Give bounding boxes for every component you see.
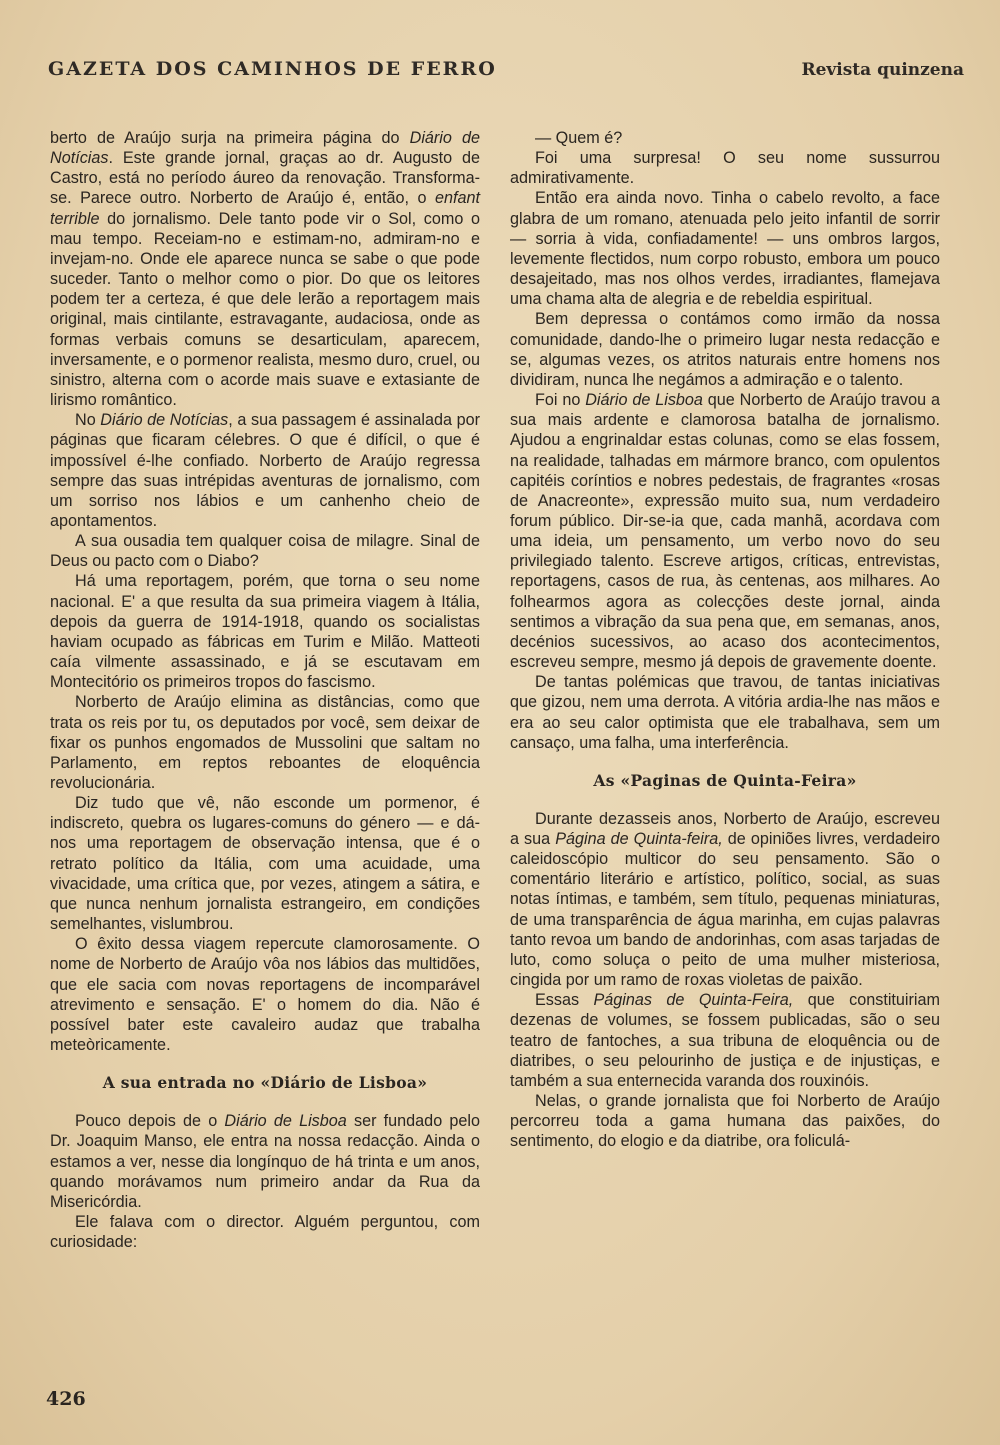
paragraph: Foi no Diário de Lisboa que Norberto de Araújo travou a sua mais ardente e clamorosa batalha de jornalismo. Ajudou a engrinaldar estas colunas, como se elas fossem, na realidade, talhadas em mármore branco, com opulentos capitéis coríntios e nobres pedestais, de fragrantes «rosas de Anacreonte», expressão muito sua, num verdadeiro forum público. Dir-se-ia que, cada manhã, acordava com uma ideia, um pensamento, um verbo novo do seu privilegiado talento. Escreve artigos, críticas, entrevistas, reportagens, casos de rua, às centenas, aos milhares. Ao folhearmos agora as colecções deste jornal, ainda sentimos a vibração da sua pena que, em semanas, anos, decénios sucessivos, ao acaso dos acontecimentos, escreveu sempre, mesmo já depois de gravemente doente. xyxy=(510,391,940,672)
running-header xyxy=(48,58,964,88)
paragraph: Bem depressa o contámos como irmão da nossa comunidade, dando-lhe o primeiro lugar nesta redacção e se, algumas vezes, os atritos naturais entre homens nos dividiram, nunca lhe negámos a admiração e o talento. xyxy=(510,310,940,389)
right-column xyxy=(510,128,940,1152)
paragraph: No Diário de Notícias, a sua passagem é assinalada por páginas que ficaram célebres. O que é difícil, o que é impossível é-lhe confiado. Norberto de Araújo regressa sempre das suas intrépidas aventuras de jornalismo, com um sorriso nos lábios e um canhenho cheio de apontamentos. xyxy=(50,411,480,530)
section-heading: A sua entrada no «Diário de Lisboa» xyxy=(102,1073,428,1093)
paragraph: Durante dezasseis anos, Norberto de Araújo, escreveu a sua Página de Quinta-feira, de opiniões livres, verdadeiro caleidoscópio multicor do seu pensamento. São o comentário literário e artístico, político, social, as suas notas íntimas, e também, sem título, pequenas miniaturas, de uma transparência de água marinha, em cujas palavras tanto revoa um bando de andorinhas, com asas tarjadas de luto, como soluça o peito de uma mulher misteriosa, cingida por um ramo de roxas violetas de paixão. xyxy=(510,809,940,990)
paragraph: De tantas polémicas que travou, de tantas iniciativas que gizou, nem uma derrota. A vitória ardia-lhe nas mãos e era ao seu calor optimista que ele trabalhava, sem um cansaço, uma falha, uma interferência. xyxy=(510,673,940,752)
section-heading: As «Paginas de Quinta-Feira» xyxy=(593,770,857,790)
paragraph: — Quem é? xyxy=(535,129,623,147)
paragraph: Norberto de Araújo elimina as distâncias, como que trata os reis por tu, os deputados por você, sem deixar de fixar os punhos engomados de Mussolini que saltam no Parlamento, em reptos reboantes de eloquência revolucionária. xyxy=(50,693,480,792)
paragraph: Há uma reportagem, porém, que torna o seu nome nacional. E' a que resulta da sua primeira viagem à Itália, depois da guerra de 1914-1918, quando os socialistas haviam ocupado as fábricas em Turim e Milão. Matteoti caía vilmente assassinado, e já se escutavam em Montecitório os primeiros tropos do fascismo. xyxy=(50,572,480,692)
paragraph: Diz tudo que vê, não esconde um pormenor, é indiscreto, quebra os lugares-comuns do género — e dá-nos uma reportagem de observação intensa, que é o retrato político da Itália, com uma acuidade, uma vivacidade, uma crítica que, por vezes, atingem a sátira, e que nunca nenhum jornalista estrangeiro, em condições semelhantes, vislumbrou. xyxy=(50,794,480,934)
paragraph: berto de Araújo surja na primeira página do Diário de Notícias. Este grande jornal, graças ao dr. Augusto de Castro, está no período áureo da renovação. Transforma-se. Parece outro. Norberto de Araújo é, então, o enfant terrible do jornalismo. Dele tanto pode vir o Sol, como o mau tempo. Receiam-no e estimam-no, admiram-no e invejam-no. Onde ele aparece nunca se sabe o que pode suceder. Tanto o melhor como o pior. Do que os leitores podem ter a certeza, é que dele lerão a reportagem mais original, mais cintilante, estravagante, audaciosa, onde as formas verbais comuns se desarticulam, aparecem, inversamente, e o pormenor realista, mesmo duro, cruel, ou sinistro, alterna com o acorde mais suave e extasiante de lirismo romântico. xyxy=(50,129,480,410)
paragraph: Pouco depois de o Diário de Lisboa ser fundado pelo Dr. Joaquim Manso, ele entra na nossa redacção. Ainda o estamos a ver, nesse dia longínquo de há trinta e um anos, quando morávamos num primeiro andar da Rua da Misericórdia. xyxy=(50,1112,480,1211)
paragraph: Foi uma surpresa! O seu nome sussurrou admirativamente. xyxy=(510,149,940,188)
paragraph: Essas Páginas de Quinta-Feira, que constituiriam dezenas de volumes, se fossem publicadas, são o seu teatro de fantoches, a sua tribuna de eloquência ou de diatribes, o seu pelourinho de justiça e de injustiças, e também a sua enternecida varanda dos rouxinóis. xyxy=(510,991,940,1090)
left-column xyxy=(50,128,480,1252)
paragraph: Ele falava com o director. Alguém perguntou, com curiosidade: xyxy=(50,1212,480,1252)
paragraph: O êxito dessa viagem repercute clamorosamente. O nome de Norberto de Araújo vôa nos lábios das multidões, que ele sacia com novas reportagens de incomparável atrevimento e sensação. E' o homem do dia. Não é possível bater este cavaleiro audaz que trabalha meteòricamente. xyxy=(50,935,480,1055)
journal-title: GAZETA DOS CAMINHOS DE FERRO xyxy=(48,58,497,80)
paragraph: Nelas, o grande jornalista que foi Norberto de Araújo percorreu toda a gama humana das paixões, do sentimento, do elogio e da diatribe, ora foliculá- xyxy=(510,1092,940,1151)
page-number: 426 xyxy=(46,1388,86,1410)
journal-subtitle: Revista quinzena xyxy=(801,60,964,80)
paragraph: Então era ainda novo. Tinha o cabelo revolto, a face glabra de um romano, atenuada pelo jeito infantil de sorrir — sorria à vida, confiadamente! — uns ombros largos, levemente flectidos, num corpo robusto, embora um pouco desajeitado, mas nos olhos verdes, irradiantes, flamejava uma chama alta de alegria e de rebeldia espiritual. xyxy=(510,189,940,309)
paragraph: A sua ousadia tem qualquer coisa de milagre. Sinal de Deus ou pacto com o Diabo? xyxy=(50,532,480,571)
